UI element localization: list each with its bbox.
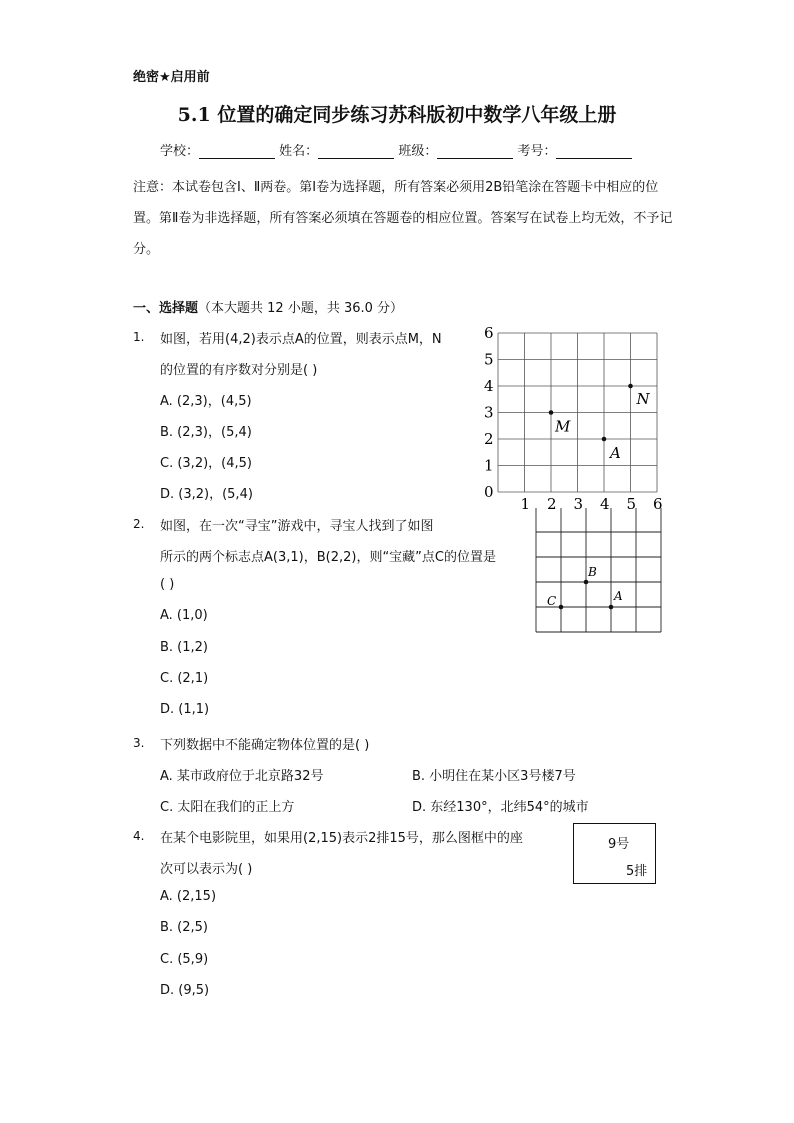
student-info-line xyxy=(160,140,632,159)
question-number: 2. xyxy=(133,517,145,531)
question-text: 的位置的有序数对分别是( ) xyxy=(160,363,318,378)
coordinate-grid-figure xyxy=(478,324,668,510)
x-tick-label: 2 xyxy=(547,495,557,510)
point-label: C xyxy=(547,594,557,608)
seat-figure-box xyxy=(573,823,656,884)
option-c[interactable]: C. (3,2)，(4,5) xyxy=(160,456,252,471)
y-tick-label: 2 xyxy=(484,430,494,448)
point-label: B xyxy=(588,565,597,579)
option-d[interactable]: D. 东经130°，北纬54°的城市 xyxy=(412,800,589,815)
x-tick-label: 6 xyxy=(653,495,663,510)
option-a[interactable]: A. 某市政府位于北京路32号 xyxy=(160,769,324,784)
question-text: 次可以表示为( ) xyxy=(160,862,253,877)
class-field[interactable] xyxy=(437,144,513,159)
option-b[interactable]: B. (2,3)，(5,4) xyxy=(160,425,252,440)
question-text: 如图，若用(4,2)表示点A的位置，则表示点M，N xyxy=(160,332,442,347)
exam-no-field[interactable] xyxy=(556,144,632,159)
section-desc: （本大题共 12 小题，共 36.0 分） xyxy=(198,301,404,316)
option-c[interactable]: C. (2,1) xyxy=(160,671,209,686)
y-tick-label: 6 xyxy=(484,324,494,342)
point-label: N xyxy=(636,390,650,408)
y-tick-label: 1 xyxy=(484,456,494,475)
option-d[interactable]: D. (1,1) xyxy=(160,702,210,717)
school-label: 学校： xyxy=(160,144,200,159)
x-tick-label: 5 xyxy=(626,495,637,510)
question-number: 3. xyxy=(133,736,145,750)
name-field[interactable] xyxy=(318,144,394,159)
point-label: M xyxy=(555,417,571,436)
option-a[interactable]: A. (2,3)，(4,5) xyxy=(160,394,252,409)
exam-notice: 注意：本试卷包含Ⅰ、Ⅱ两卷。第Ⅰ卷为选择题，所有答案必须用2B铅笔涂在答题卡中相应的位置。第Ⅱ卷为非选择题，所有答案必须填在答题卷的相应位置。答案写在试卷上均无效，不予记分。 xyxy=(133,180,673,257)
y-tick-label: 3 xyxy=(484,403,494,422)
seat-number: 9号 xyxy=(608,837,630,852)
x-tick-label: 1 xyxy=(520,495,531,510)
section-label: 一、选择题 xyxy=(133,301,199,316)
option-b[interactable]: B. (1,2) xyxy=(160,640,209,655)
point-label: A xyxy=(614,589,623,603)
seat-row: 5排 xyxy=(626,864,648,879)
treasure-grid-figure xyxy=(535,508,665,636)
school-field[interactable] xyxy=(199,144,275,159)
point-label: A xyxy=(610,444,621,462)
option-b[interactable]: B. 小明住在某小区3号楼7号 xyxy=(412,769,576,784)
class-label: 班级： xyxy=(398,144,438,159)
question-number: 1. xyxy=(133,330,145,344)
question-text: 所示的两个标志点A(3,1)，B(2,2)，则“宝藏”点C的位置是 xyxy=(160,550,496,565)
y-tick-label: 5 xyxy=(484,350,494,369)
name-label: 姓名： xyxy=(279,144,319,159)
x-tick-label: 4 xyxy=(600,495,610,510)
point-c xyxy=(559,605,564,610)
x-tick-label: 3 xyxy=(573,495,584,510)
question-number: 4. xyxy=(133,829,145,843)
question-text: 在某个电影院里，如果用(2,15)表示2排15号，那么图框中的座 xyxy=(160,831,523,846)
section-heading xyxy=(133,297,403,316)
question-text: ( ) xyxy=(160,577,175,592)
exam-no-label: 考号： xyxy=(517,144,557,159)
point-a xyxy=(602,437,607,442)
point-m xyxy=(549,410,554,415)
point-b xyxy=(584,580,589,585)
point-a xyxy=(609,605,614,610)
point-n xyxy=(628,384,633,389)
option-a[interactable]: A. (2,15) xyxy=(160,889,217,904)
option-b[interactable]: B. (2,5) xyxy=(160,920,209,935)
option-a[interactable]: A. (1,0) xyxy=(160,608,208,623)
question-text: 下列数据中不能确定物体位置的是( ) xyxy=(160,738,370,753)
option-c[interactable]: C. (5,9) xyxy=(160,952,209,967)
confidential-label: 绝密★启用前 xyxy=(133,70,210,85)
question-text: 如图，在一次“寻宝”游戏中，寻宝人找到了如图 xyxy=(160,519,434,534)
option-d[interactable]: D. (3,2)，(5,4) xyxy=(160,487,253,502)
option-d[interactable]: D. (9,5) xyxy=(160,983,210,998)
option-c[interactable]: C. 太阳在我们的正上方 xyxy=(160,800,295,815)
y-tick-label: 4 xyxy=(484,377,494,395)
page-title: 5.1 位置的确定同步练习苏科版初中数学八年级上册 xyxy=(177,104,617,126)
origin-label: 0 xyxy=(484,483,494,501)
